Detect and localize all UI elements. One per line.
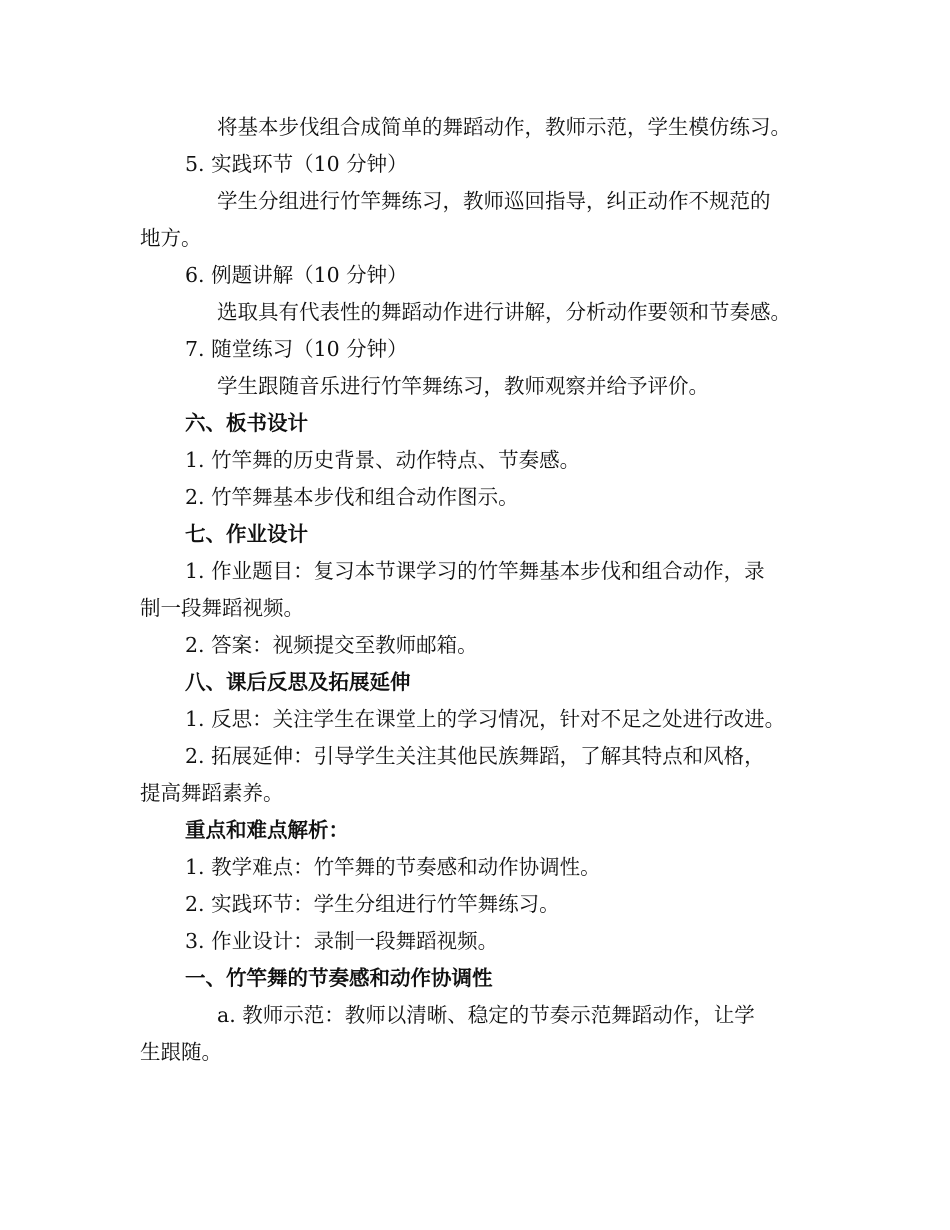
paragraph-line: 将基本步伐组合成简单的舞蹈动作，教师示范，学生模仿练习。: [217, 115, 791, 139]
list-item: 1. 反思：关注学生在课堂上的学习情况，针对不足之处进行改进。: [185, 707, 786, 731]
paragraph-line: 学生分组进行竹竿舞练习，教师巡回指导，纠正动作不规范的: [217, 189, 771, 213]
section-heading-rhythm: 一、竹竿舞的节奏感和动作协调性: [185, 966, 493, 990]
section-heading-board: 六、板书设计: [185, 411, 308, 435]
list-item: 2. 拓展延伸：引导学生关注其他民族舞蹈，了解其特点和风格，: [185, 744, 765, 768]
paragraph-line: 地方。: [140, 226, 202, 250]
paragraph-line: 学生跟随音乐进行竹竿舞练习，教师观察并给予评价。: [217, 374, 709, 398]
list-item-exercise: 7. 随堂练习（10 分钟）: [185, 337, 408, 361]
list-item: 1. 作业题目：复习本节课学习的竹竿舞基本步伐和组合动作，录: [185, 559, 765, 583]
section-heading-homework: 七、作业设计: [185, 522, 308, 546]
list-item: 1. 教学难点：竹竿舞的节奏感和动作协调性。: [185, 855, 601, 879]
list-item: 2. 答案：视频提交至教师邮箱。: [185, 633, 478, 657]
list-item-example: 6. 例题讲解（10 分钟）: [185, 263, 408, 287]
list-item: 2. 竹竿舞基本步伐和组合动作图示。: [185, 485, 519, 509]
section-heading-keypoints: 重点和难点解析：: [185, 818, 349, 842]
list-item: 2. 实践环节：学生分组进行竹竿舞练习。: [185, 892, 560, 916]
list-item: 1. 竹竿舞的历史背景、动作特点、节奏感。: [185, 448, 581, 472]
section-heading-reflection: 八、课后反思及拓展延伸: [185, 670, 411, 694]
list-item-practice: 5. 实践环节（10 分钟）: [185, 152, 408, 176]
list-item: 3. 作业设计：录制一段舞蹈视频。: [185, 929, 499, 953]
paragraph-line: 制一段舞蹈视频。: [140, 596, 304, 620]
paragraph-line: 生跟随。: [140, 1040, 222, 1064]
paragraph-line: 选取具有代表性的舞蹈动作进行讲解，分析动作要领和节奏感。: [217, 300, 791, 324]
sub-list-item: a. 教师示范：教师以清晰、稳定的节奏示范舞蹈动作，让学: [217, 1003, 755, 1027]
paragraph-line: 提高舞蹈素养。: [140, 781, 284, 805]
